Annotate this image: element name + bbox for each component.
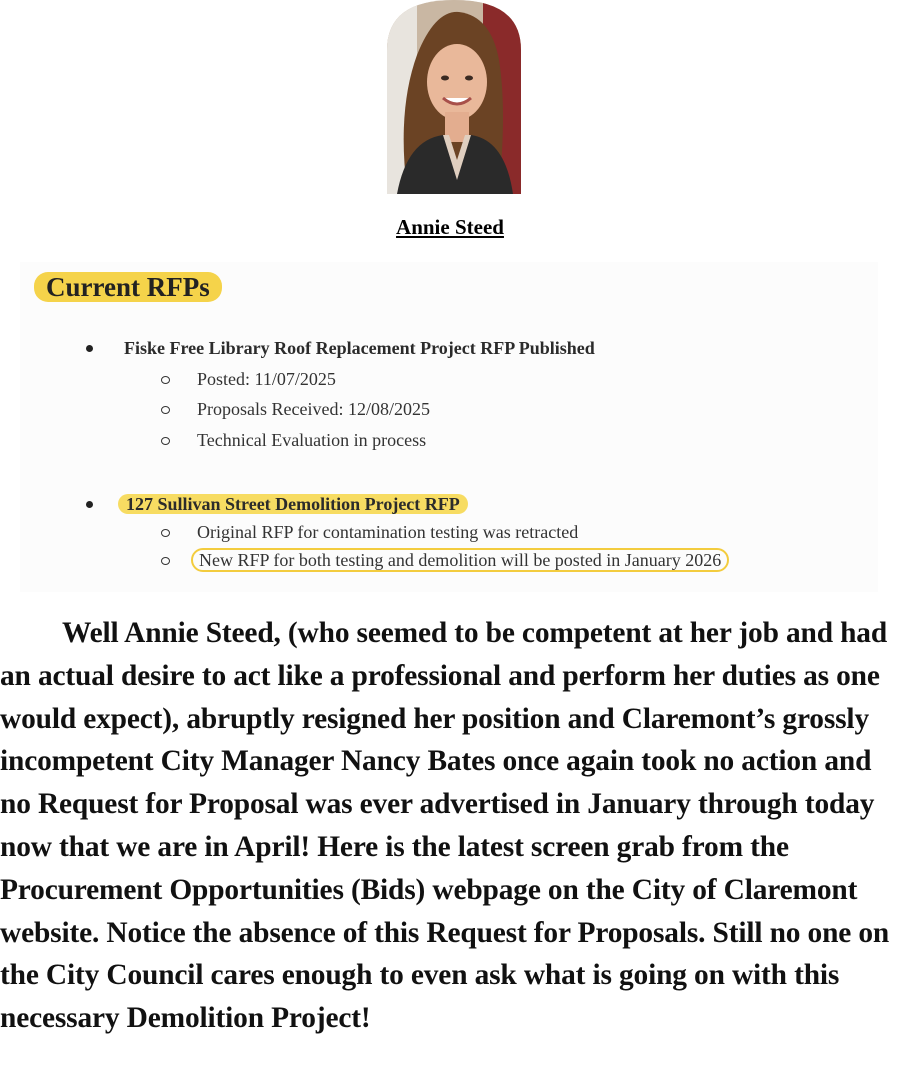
hollow-bullet-icon xyxy=(161,557,170,565)
rfp-subitem: Original RFP for contamination testing was retracted xyxy=(197,522,578,543)
rfp-item-title: Fiske Free Library Roof Replacement Project RFP Published xyxy=(124,338,595,359)
body-paragraph: Well Annie Steed, (who seemed to be competent at her job and had an actual desire to act like a professional and perform her duties as one would expect), abruptly resigned her position and Claremont’s grossly incompetent City Manager Nancy Bates once again took no action and no Request for Proposal was ever advertised in January through today now that we are in April! Here is the latest screen grab from the Procurement Opportunities (Bids) webpage on the City of Claremont website. Notice the absence of this Request for Proposals. Still no one on the City Council cares enough to even ask what is going on with this necessary Demolition Project! xyxy=(0,617,890,1035)
bullet-icon xyxy=(86,501,93,508)
hollow-bullet-icon xyxy=(161,376,170,384)
hollow-bullet-icon xyxy=(161,437,170,445)
hollow-bullet-icon xyxy=(161,406,170,414)
portrait-photo xyxy=(387,0,521,194)
hollow-bullet-icon xyxy=(161,529,170,537)
rfp-subitem-highlighted: New RFP for both testing and demolition will be posted in January 2026 xyxy=(191,550,729,571)
rfp-excerpt xyxy=(20,262,878,592)
rfp-heading: Current RFPs xyxy=(34,272,222,303)
bullet-icon xyxy=(86,345,93,352)
rfp-subitem: Technical Evaluation in process xyxy=(197,430,426,451)
rfp-subitem: Proposals Received: 12/08/2025 xyxy=(197,399,430,420)
rfp-item-title: 127 Sullivan Street Demolition Project RFP xyxy=(118,494,468,515)
rfp-subitem: Posted: 11/07/2025 xyxy=(197,369,336,390)
photo-caption: Annie Steed xyxy=(396,215,504,239)
